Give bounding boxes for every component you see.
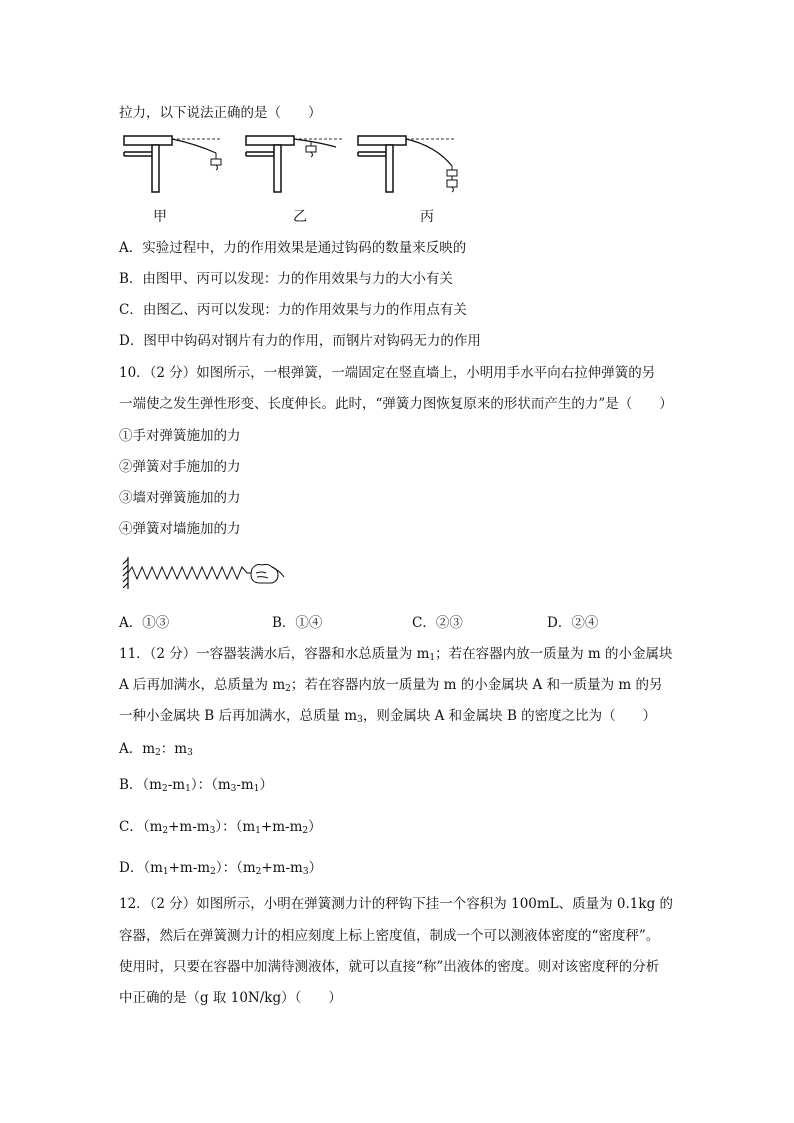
spring-icon: [128, 567, 254, 579]
q10-choice-a: A．①③: [119, 615, 170, 631]
hook-weight-jia: [211, 153, 221, 170]
q11-stem-line1: 11．（2 分）一容器装满水后，容器和水总质量为 $m_1$；若在容器内放一质量为 m 的小金属块: [119, 646, 673, 663]
steel-clamp-yi: [246, 136, 294, 192]
q12-stem-line2: 容器，然后在弹簧测力计的相应刻度上标上密度值，制成一个可以测液体密度的“密度秤”。: [119, 928, 660, 944]
q9-figure: [118, 130, 478, 198]
q11-stem-line3: 一种小金属块 B 后再加满水，总质量 $m_3$，则金属块 A 和金属块 B 的密度之比为（ ）: [119, 708, 657, 725]
q11-option-a: A．$m_2$：$m_3$: [119, 741, 193, 758]
q9-option-b: B．由图甲、丙可以发现：力的作用效果与力的大小有关: [119, 271, 453, 287]
steel-clamp-jia: [124, 136, 172, 192]
hand-icon: [251, 564, 284, 583]
q9-option-a: A．实验过程中，力的作用效果是通过钩码的数量来反映的: [119, 240, 467, 256]
q10-item-4: ④弹簧对墙施加的力: [119, 521, 241, 537]
spring-wall-hand-figure: [120, 555, 285, 593]
q11-stem-line2: A 后再加满水，总质量为 $m_2$；若在容器内放一质量为 m 的小金属块 A 和一质量为 m 的另: [119, 677, 663, 694]
q10-item-3: ③墙对弹簧施加的力: [119, 490, 241, 506]
q10-item-1: ①手对弹簧施加的力: [119, 428, 241, 444]
q12-stem-line4: 中正确的是（g 取 10N/kg）（ ）: [119, 990, 342, 1006]
figure-label-jia: 甲: [153, 209, 167, 225]
figure-label-yi: 乙: [293, 209, 307, 225]
q10-item-2: ②弹簧对手施加的力: [119, 459, 241, 475]
q10-choice-b: B．①④: [272, 615, 323, 631]
q9-option-c: C．由图乙、丙可以发现：力的作用效果与力的作用点有关: [119, 302, 467, 318]
hook-weight-bing: [447, 166, 457, 192]
hook-weight-yi: [306, 141, 316, 157]
steel-clamp-bing: [358, 136, 406, 192]
q11-option-d: D．$(m_1+m-m_2)$：$(m_2+m-m_3)$: [119, 860, 323, 877]
q10-choice-d: D．②④: [547, 615, 599, 631]
wall-icon: [123, 557, 128, 589]
q9-option-d: D．图甲中钩码对钢片有力的作用，而钢片对钩码无力的作用: [119, 333, 481, 349]
q10-choice-c: C．②③: [412, 615, 463, 631]
q12-stem-line3: 使用时，只要在容器中加满待测液体，就可以直接“称”出液体的密度。则对该密度秤的分析: [119, 959, 660, 975]
q10-stem-line2: 一端使之发生弹性形变、长度伸长。此时，“弹簧力图恢复原来的形状而产生的力”是（ ）: [119, 396, 673, 412]
q11-option-b: B．$(m_2-m_1)$：$(m_3-m_1)$: [119, 777, 273, 794]
figure-label-bing: 丙: [420, 209, 434, 225]
q11-option-c: C．$(m_2+m-m_3)$：$(m_1+m-m_2)$: [119, 819, 322, 836]
q12-stem-line1: 12．（2 分）如图所示，小明在弹簧测力计的秤钩下挂一个容积为 100mL、质量为 0.1kg 的: [119, 896, 674, 912]
q10-stem-line1: 10．（2 分）如图所示，一根弹簧，一端固定在竖直墙上，小明用手水平向右拉伸弹簧的另: [119, 365, 656, 381]
q9-stem-tail: 拉力，以下说法正确的是（ ）: [119, 105, 322, 121]
